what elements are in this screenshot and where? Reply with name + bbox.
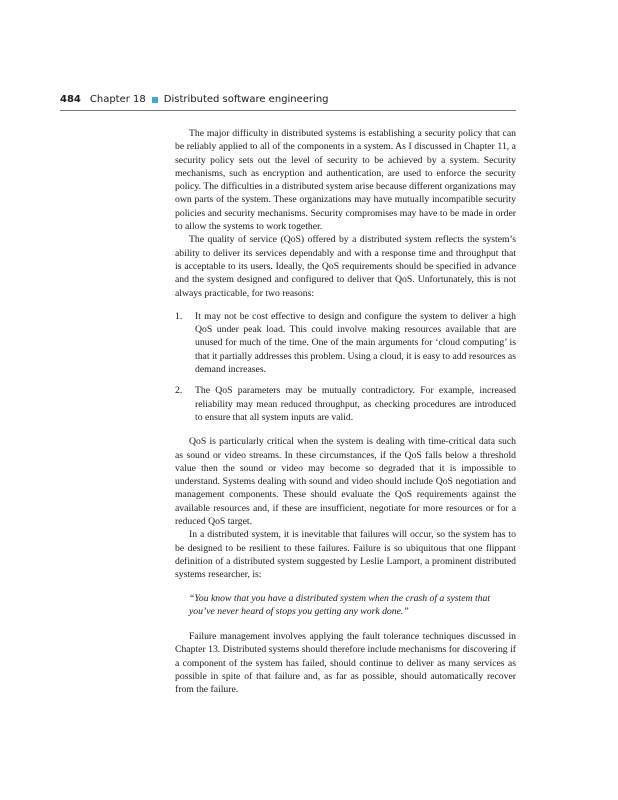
paragraph-time-critical: QoS is particularly critical when the system is dealing with time-critical data such as sound or video streams. In these circumstances, if the QoS falls below a threshold value then the sound or video may become so degraded that it is impossible to understand. Systems dealing with sound and video should include QoS negotiation and management components. These should evaluate the QoS requirements against the available resources and, if these are insufficient, negotiate for more resources or for a reduced QoS target. (175, 436, 516, 528)
reasons-list (175, 310, 516, 424)
list-number: 2. (175, 385, 183, 397)
paragraph-failures: In a distributed system, it is inevitable that failures will occur, so the system has to be designed to be resilient to these failures. Failure is so ubiquitous that one flippant definition of a distributed system suggested by Leslie Lamport, a prominent distributed systems researcher, is: (175, 529, 516, 581)
body-text (175, 127, 516, 697)
list-text: The QoS parameters may be mutually contradictory. For example, increased reliability may mean reduced throughput, as checking procedures are introduced to ensure that all system inputs are valid. (195, 385, 516, 423)
chapter-label: Chapter 18 (89, 94, 146, 105)
lamport-quote: “You know that you have a distributed system when the crash of a system that you’ve never heard of stops you getting any work done.” (189, 592, 491, 617)
chapter-title: Distributed software engineering (163, 94, 329, 105)
list-number: 1. (175, 310, 183, 322)
paragraph-security: The major difficulty in distributed systems is establishing a security policy that can be reliably applied to all of the components in a system. As I discussed in Chapter 11, a security policy sets out the level of security to be achieved by a system. Security mechanisms, such as encryption and authentication, are used to enforce the security policy. The difficulties in a distributed system arise because different organizations may own parts of the system. These organizations may have mutually incompatible security policies and security mechanisms. Security compromises may have to be made in order to allow the systems to work together. (175, 128, 516, 233)
list-text: It may not be cost effective to design and configure the system to deliver a high QoS under peak load. This could involve making resources available that are unused for much of the time. One of the main arguments for ‘cloud computing’ is that it partially addresses this problem. Using a cloud, it is easy to add resources as demand increases. (195, 310, 516, 376)
paragraph-qos: The quality of service (QoS) offered by a distributed system reflects the system’s ability to deliver its services dependably and with a response time and throughput that is acceptable to its users. Ideally, the QoS requirements should be specified in advance and the system designed and configured to deliver that QoS. Unfortunately, this is not always practicable, for two reasons: (175, 234, 516, 299)
header-rule (60, 110, 516, 111)
list-item (175, 310, 516, 376)
page-number: 484 (60, 94, 81, 105)
chapter-square-icon (152, 97, 158, 103)
paragraph-failure-management: Failure management involves applying the fault tolerance techniques discussed in Chapter 13. Distributed systems should therefore include mechanisms for discovering if a component of the system has failed, should continue to deliver as many services as possible in spite of that failure and, as far as possible, should automatically recover from the failure. (175, 631, 516, 696)
running-header (60, 94, 516, 106)
list-item (175, 384, 516, 424)
